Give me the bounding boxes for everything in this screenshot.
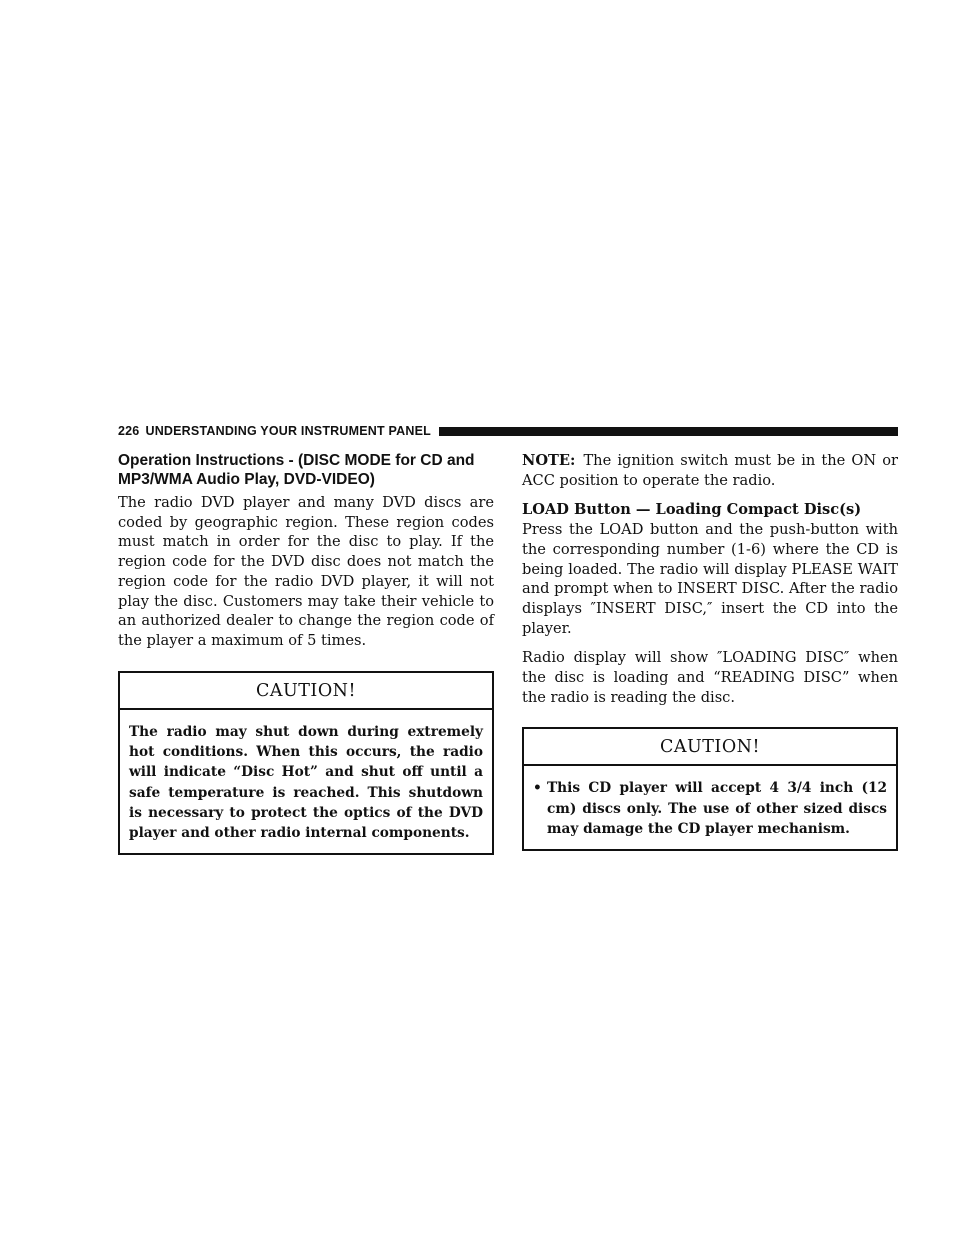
caution-bullet-text: This CD player will accept 4 3/4 inch (12 cm) discs only. The use of other sized discs may damage the CD player mechanism. [547,780,887,838]
header-rule [439,427,898,436]
page-header [118,421,898,441]
note-label: NOTE: [522,452,576,469]
section-title: UNDERSTANDING YOUR INSTRUMENT PANEL [145,424,431,438]
caution-box-heat [118,671,494,856]
load-instructions-paragraph: Press the LOAD button and the push-button with the corresponding number (1-6) where the CD is being loaded. The radio will display PLEASE WAIT and prompt when to INSERT DISC. After the radio displays ″INSERT DISC,″ insert the CD into the player. [522,521,898,637]
load-button-subheading: LOAD Button — Loading Compact Disc(s) [522,501,862,519]
caution-body [524,766,896,849]
region-code-paragraph: The radio DVD player and many DVD discs are coded by geographic region. These region codes must match in order for the disc to play. If the region code for the DVD disc does not match the region code for the radio DVD player, it will not play the disc. Customers may take their vehicle to an authorized dealer to change the region code of the player a maximum of 5 times. [118,494,494,649]
right-column [522,451,898,851]
page-number: 226 [118,424,140,438]
caution-title: CAUTION! [120,673,492,710]
loading-display-paragraph: Radio display will show ″LOADING DISC″ when the disc is loading and “READING DISC” when the radio is reading the disc. [522,649,898,706]
section-heading: Operation Instructions - (DISC MODE for CD and MP3/WMA Audio Play, DVD-VIDEO) [118,452,475,488]
caution-title: CAUTION! [524,729,896,766]
caution-text: The radio may shut down during extremely hot conditions. When this occurs, the radio will indicate “Disc Hot” and shut off until a safe temperature is reached. This shutdown is necessary to protect the optics of the DVD player and other radio internal components. [129,723,483,842]
caution-box-disc-size [522,727,898,851]
note-text: The ignition switch must be in the ON or ACC position to operate the radio. [522,452,898,489]
caution-bullet [533,778,887,839]
bullet-icon: • [533,780,542,797]
left-column [118,451,494,855]
note-paragraph [522,451,898,490]
